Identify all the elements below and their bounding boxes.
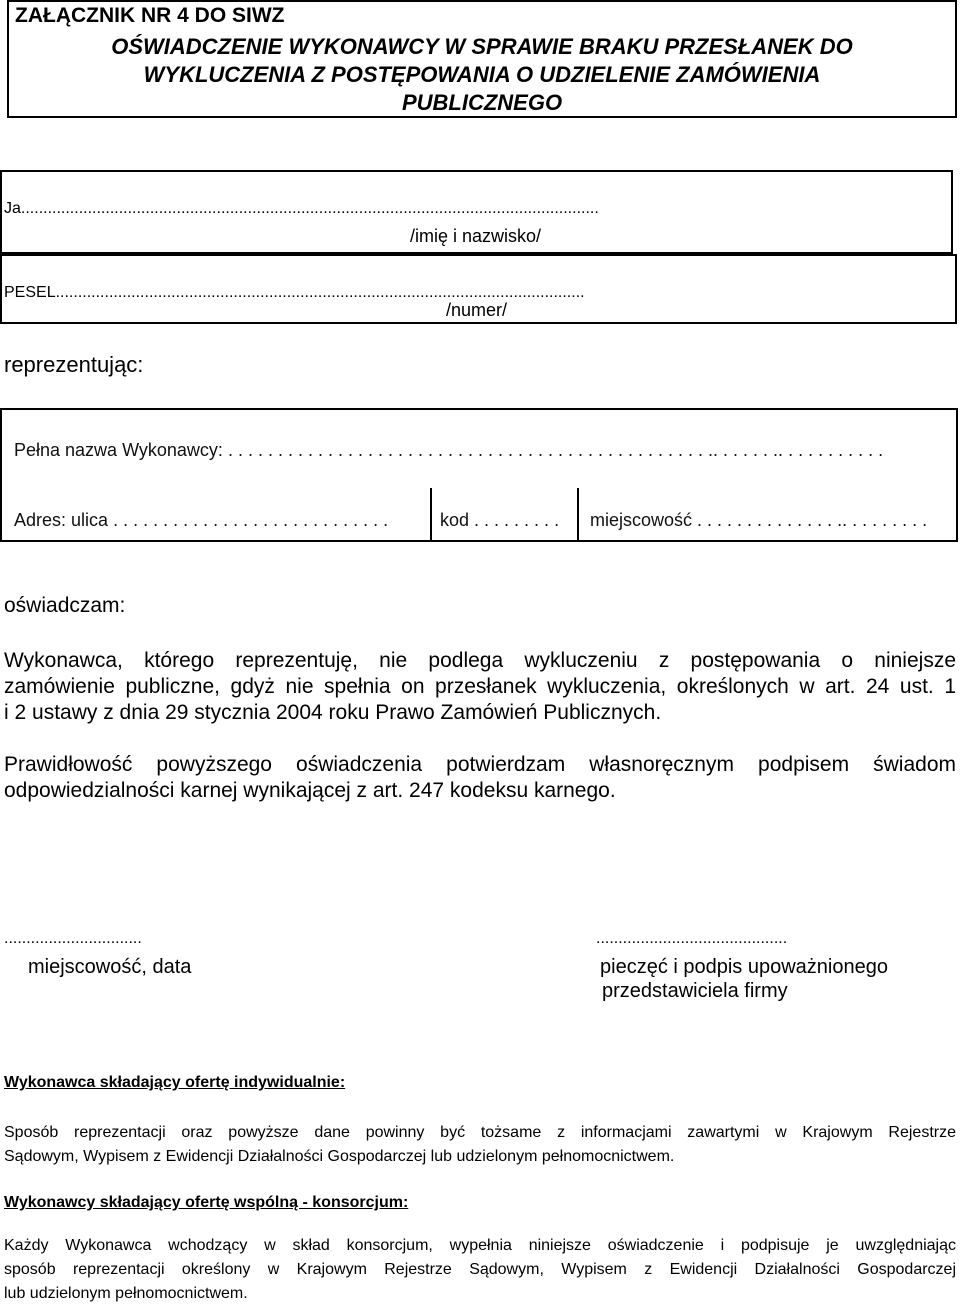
contractor-name-label: Pełna nazwa Wykonawcy: (14, 440, 223, 460)
individual-offer-line-2: Sądowym, Wypisem z Ewidencji Działalności Gospodarczej lub udzielonym pełnomocnictwem. (4, 1148, 675, 1165)
postal-code-label: kod (440, 510, 470, 530)
postal-code-dots: . . . . . . . . . (474, 510, 560, 530)
pesel-caption: /numer/ (446, 300, 508, 320)
place-date-dots[interactable]: ............................... (4, 930, 142, 947)
contractor-name-dots: . . . . . . . . . . . . . . . . . . . . . . . . . . . . . . . . . . . . . . . . . . . . . . . . .. . . . . . .. . . . . . . . . . . (227, 440, 884, 460)
postal-code-field[interactable] (440, 510, 559, 531)
paragraph-liability-line-1: Prawidłowość powyższego oświadczenia potwierdzam własnoręcznym podpisem świadom (4, 753, 956, 776)
signature-caption-line-2: przedstawiciela firmy (602, 980, 788, 1002)
address-divider-1 (430, 488, 432, 542)
street-field[interactable] (14, 510, 388, 531)
pesel-label: PESEL (4, 284, 56, 301)
consortium-line-3: lub udzielonym pełnomocnictwem. (4, 1285, 248, 1302)
address-divider-2 (577, 488, 579, 542)
document-title-line-1: OŚWIADCZENIE WYKONAWCY W SPRAWIE BRAKU PRZESŁANEK DO (111, 34, 853, 59)
document-title-line-3: PUBLICZNEGO (401, 90, 563, 115)
city-field[interactable] (590, 510, 927, 531)
name-label: Ja (4, 200, 21, 217)
city-dots: . . . . . . . . . . . . . . .. . . . . . . . . (697, 510, 928, 530)
paragraph-liability (4, 752, 956, 804)
individual-offer-heading: Wykonawca składający ofertę indywidualnie: (4, 1074, 346, 1091)
name-fill-dots: .................................................................................................................................. (20, 200, 599, 217)
pesel-fill-dots: ....................................................................................................................... (55, 284, 585, 301)
document-title-line-2: WYKLUCZENIA Z POSTĘPOWANIA O UDZIELENIE ZAMÓWIENIA (143, 62, 821, 87)
signature-dots[interactable]: ........................................... (596, 930, 788, 947)
individual-offer-line-1: Sposób reprezentacji oraz powyższe dane powinny być tożsame z informacjami zawartymi w Krajowym Rejestrze (4, 1124, 956, 1141)
individual-offer-text (4, 1121, 956, 1169)
name-caption: /imię i nazwisko/ (410, 226, 542, 246)
declaration-label: oświadczam: (4, 594, 126, 617)
place-date-caption: miejscowość, data (28, 956, 192, 978)
consortium-line-1: Każdy Wykonawca wchodzący w skład konsorcjum, wypełnia niniejsze oświadczenie i podpisuje je uwzględniając (4, 1237, 956, 1254)
contractor-name-field[interactable] (14, 440, 883, 461)
street-dots: . . . . . . . . . . . . . . . . . . . . . . . . . . . . (113, 510, 389, 530)
city-label: miejscowość (590, 510, 693, 530)
consortium-line-2: sposób reprezentacji określony w Krajowym Rejestrze Sądowym, Wypisem z Ewidencji Działalności Gospodarczej (4, 1261, 956, 1278)
paragraph-liability-line-2: odpowiedzialności karnej wynikającej z art. 247 kodeksu karnego. (4, 779, 616, 802)
name-field[interactable] (4, 200, 599, 218)
signature-caption-line-1: pieczęć i podpis upoważnionego (600, 956, 888, 978)
paragraph-exclusion-line-3: i 2 ustawy z dnia 29 stycznia 2004 roku Prawo Zamówień Publicznych. (4, 701, 662, 724)
paragraph-exclusion (4, 648, 956, 726)
annex-label: ZAŁĄCZNIK NR 4 DO SIWZ (15, 4, 285, 27)
representing-label: reprezentując: (4, 352, 144, 377)
street-label: Adres: ulica (14, 510, 109, 530)
paragraph-exclusion-line-2: zamówienie publiczne, gdyż nie spełnia on przesłanek wykluczenia, określonych w art. 24 ust. 1 (4, 675, 956, 698)
paragraph-exclusion-line-1: Wykonawca, którego reprezentuję, nie podlega wykluczeniu z postępowania o niniejsze (4, 649, 956, 672)
consortium-heading: Wykonawcy składający ofertę wspólną - konsorcjum: (4, 1194, 409, 1211)
consortium-text (4, 1234, 956, 1306)
